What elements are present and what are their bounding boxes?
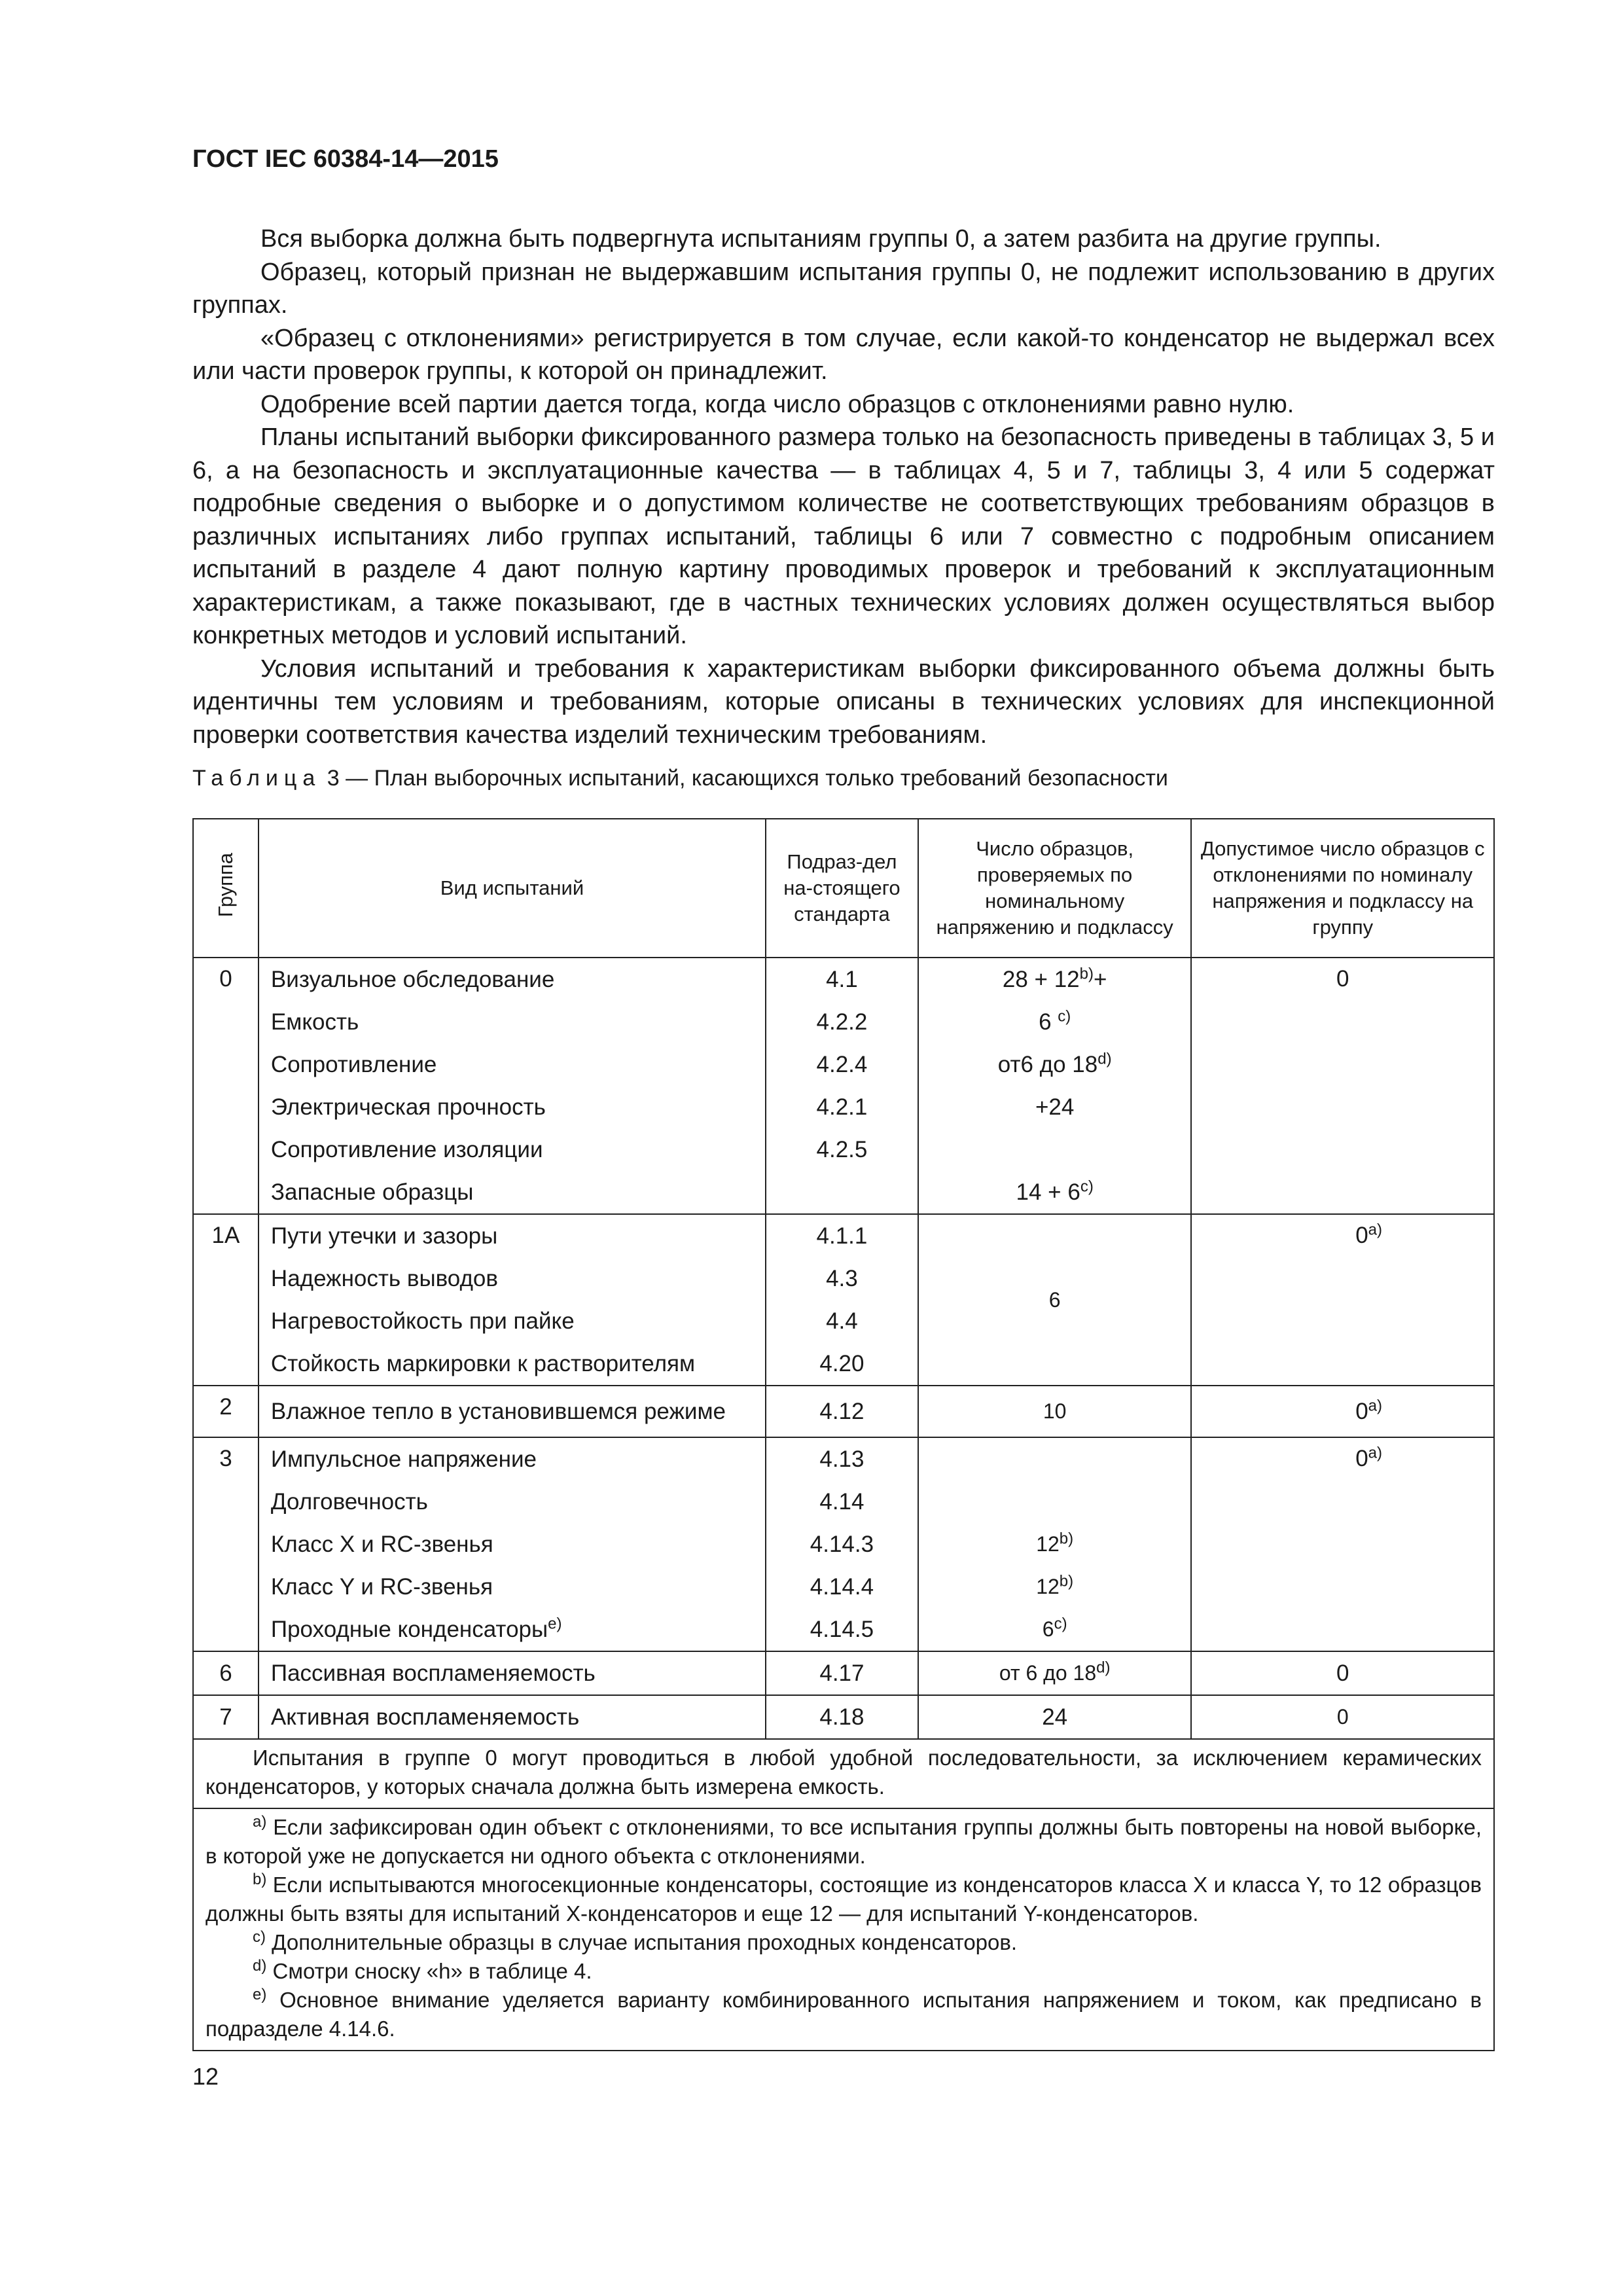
test-name: Проходные конденсаторы$^{e)}$ <box>259 1608 766 1651</box>
subsection: 4.20 <box>766 1342 918 1386</box>
subsection: 4.3 <box>766 1257 918 1300</box>
subsection: 4.2.1 <box>766 1086 918 1128</box>
group-number: 3 <box>193 1437 259 1651</box>
test-name: Сопротивление <box>259 1043 766 1086</box>
paragraph: Вся выборка должна быть подвергнута испытаниям группы 0, а затем разбита на другие группы. <box>260 225 1382 253</box>
sample-count: 6$^{c)}$ <box>918 1608 1192 1651</box>
sample-count: 6 <box>918 1214 1192 1386</box>
header-test-type: Вид испытаний <box>259 819 766 958</box>
subsection: 4.12 <box>766 1386 918 1437</box>
test-name: Нагревостойкость при пайке <box>259 1300 766 1342</box>
footnote-e: $^{e)}$ Основное внимание уделяется варианту комбинированного испытания напряжением и током, как предписано в подразделе 4.14.6. <box>205 1986 1482 2041</box>
sample-count <box>918 1128 1192 1171</box>
test-name: Электрическая прочность <box>259 1086 766 1128</box>
test-name: Надежность выводов <box>259 1257 766 1300</box>
sample-count: 12$^{b)}$ <box>918 1566 1192 1608</box>
paragraph: Планы испытаний выборки фиксированного размера только на безопасность приведены в таблицах 3, 5 и 6, а на безопасность и эксплуатационные качества — в таблицах 4, 5 и 7, таблицы 3, 4 или 5 содержат подробные сведения о выборке и о допустимом количестве не соответствующих требованиям образцов в различных испытаниях либо группах испытаний, таблицы 6 или 7 совместно с подробным описанием испытаний в разделе 4 дают полную картину проводимых проверок и требований к эксплуатационным характеристикам, а также показывают, где в частных технических условиях должен осуществляться выбор конкретных методов и условий испытаний. <box>192 423 1495 649</box>
group-number: 1А <box>193 1214 259 1386</box>
sample-count: от6 до 18$^{d)}$ <box>918 1043 1192 1086</box>
table-note <box>193 1739 1494 1808</box>
table-footnotes <box>193 1808 1494 2051</box>
subsection: 4.14.4 <box>766 1566 918 1608</box>
table-caption-text: 3 — План выборочных испытаний, касающихся только требований безопасности <box>327 766 1168 791</box>
sample-count <box>918 1437 1192 1480</box>
test-name: Влажное тепло в установившемся режиме <box>259 1386 766 1437</box>
sample-count: $28 + 12^{b)}+$ <box>918 958 1192 1001</box>
group-number: 7 <box>193 1695 259 1739</box>
test-name: Пути утечки и зазоры <box>259 1214 766 1257</box>
paragraph: «Образец с отклонениями» регистрируется в том случае, если какой-то конденсатор не выдержал всех или части проверок группы, к которой он принадлежит. <box>192 324 1495 385</box>
subsection: 4.1 <box>766 958 918 1001</box>
body-text <box>192 223 1495 751</box>
table-header-row <box>193 819 1494 958</box>
subsection: 4.13 <box>766 1437 918 1480</box>
test-name: Долговечность <box>259 1480 766 1523</box>
allowed-deviations: 0 <box>1191 1651 1494 1695</box>
header-group: Группа <box>193 819 259 958</box>
allowed-deviations: 0$^{a)}$ <box>1191 1386 1494 1437</box>
allowed-deviations: 0 <box>1191 1695 1494 1739</box>
footnote-ref: d) <box>1097 1049 1112 1067</box>
group-number: 0 <box>193 958 259 1214</box>
subsection: 4.1.1 <box>766 1214 918 1257</box>
footnote-ref: b) <box>1079 964 1094 982</box>
table-row <box>193 1386 1494 1437</box>
test-name: Стойкость маркировки к растворителям <box>259 1342 766 1386</box>
allowed-deviations: 0$^{a)}$ <box>1191 1214 1494 1386</box>
table-row <box>193 958 1494 1001</box>
table-row <box>193 1695 1494 1739</box>
footnote-ref: b) <box>1059 1530 1074 1548</box>
sample-count: 12$^{b)}$ <box>918 1523 1192 1566</box>
table-footnotes-row <box>193 1808 1494 2051</box>
table-caption <box>192 766 1168 791</box>
footnote-ref: b) <box>1059 1572 1074 1590</box>
test-name: Емкость <box>259 1001 766 1043</box>
test-name: Класс X и RC-звенья <box>259 1523 766 1566</box>
footnote-d: $^{d)}$ Смотри сноску «h» в таблице 4. <box>253 1957 592 1983</box>
table-row <box>193 1214 1494 1257</box>
subsection: 4.14.3 <box>766 1523 918 1566</box>
footnote-ref: d) <box>1096 1659 1111 1677</box>
test-name: Импульсное напряжение <box>259 1437 766 1480</box>
test-name: Класс Y и RC-звенья <box>259 1566 766 1608</box>
test-name: Активная воспламеняемость <box>259 1695 766 1739</box>
page-number: 12 <box>192 2063 219 2090</box>
sample-count: от 6 до 18$^{d)}$ <box>918 1651 1192 1695</box>
header-subsection: Подраз-дел на-стоящего стандарта <box>766 819 918 958</box>
table-row <box>193 1437 1494 1480</box>
subsection: 4.18 <box>766 1695 918 1739</box>
table-row <box>193 1651 1494 1695</box>
footnote-ref: a) <box>1368 1444 1382 1462</box>
subsection: 4.2.2 <box>766 1001 918 1043</box>
sample-count: 6 $^{c)}$ <box>918 1001 1192 1043</box>
footnote-c: $^{c)}$ Дополнительные образцы в случае испытания проходных конденсаторов. <box>253 1928 1018 1954</box>
footnote-ref: c) <box>1054 1615 1067 1633</box>
paragraph: Образец, который признан не выдержавшим испытания группы 0, не подлежит использованию в других группах. <box>192 258 1495 319</box>
sample-count: +24 <box>918 1086 1192 1128</box>
test-name: Пассивная воспламеняемость <box>259 1651 766 1695</box>
test-name: Визуальное обследование <box>259 958 766 1001</box>
footnote-b: $^{b)}$ Если испытываются многосекционные конденсаторы, состоящие из конденсаторов класса X и класса Y, то 12 образцов должны быть взяты для испытаний X-конденсаторов и еще 12 — для испытаний Y-конденсаторов. <box>205 1871 1482 1926</box>
sample-count: 10 <box>918 1386 1192 1437</box>
subsection: 4.4 <box>766 1300 918 1342</box>
footnote-ref: e) <box>548 1614 562 1632</box>
paragraph: Одобрение всей партии дается тогда, когда число образцов с отклонениями равно нулю. <box>260 390 1294 418</box>
table-caption-label: Таблица <box>192 766 321 791</box>
paragraph: Условия испытаний и требования к характеристикам выборки фиксированного объема должны быть идентичны тем условиям и требованиям, которые описаны в технических условиях для инспекционной проверки соответствия качества изделий техническим требованиям. <box>192 655 1495 749</box>
subsection: 4.17 <box>766 1651 918 1695</box>
sample-count: $14 + 6^{c)}$ <box>918 1171 1192 1214</box>
group-number: 6 <box>193 1651 259 1695</box>
subsection: 4.2.4 <box>766 1043 918 1086</box>
footnote-ref: a) <box>1368 1221 1382 1239</box>
subsection: 4.14 <box>766 1480 918 1523</box>
footnote-ref: a) <box>1368 1396 1382 1414</box>
subsection <box>766 1171 918 1214</box>
table-note-text: Испытания в группе 0 могут проводиться в любой удобной последовательности, за исключением керамических конденсаторов, у которых сначала должна быть измерена емкость. <box>205 1746 1482 1799</box>
sample-count: 24 <box>918 1695 1192 1739</box>
subsection: 4.14.5 <box>766 1608 918 1651</box>
subsection: 4.2.5 <box>766 1128 918 1171</box>
table-note-row <box>193 1739 1494 1808</box>
allowed-deviations: 0 <box>1191 958 1494 1214</box>
footnote-a: $^{a)}$ Если зафиксирован один объект с отклонениями, то все испытания группы должны быть повторены на новой выборке, в которой уже не допускается ни одного объекта с отклонениями. <box>205 1813 1482 1868</box>
test-name: Сопротивление изоляции <box>259 1128 766 1171</box>
header-allowed-deviations: Допустимое число образцов с отклонениями по номиналу напряжения и подклассу на группу <box>1191 819 1494 958</box>
test-name: Запасные образцы <box>259 1171 766 1214</box>
sampling-plan-table <box>192 818 1495 2051</box>
allowed-deviations: 0$^{a)}$ <box>1191 1437 1494 1651</box>
header-sample-count: Число образцов, проверяемых по номинальному напряжению и подклассу <box>918 819 1192 958</box>
group-number: 2 <box>193 1386 259 1437</box>
footnote-ref: c) <box>1080 1177 1094 1195</box>
footnote-ref: c) <box>1058 1007 1071 1025</box>
document-header: ГОСТ IEC 60384-14—2015 <box>192 145 499 173</box>
sample-count <box>918 1480 1192 1523</box>
